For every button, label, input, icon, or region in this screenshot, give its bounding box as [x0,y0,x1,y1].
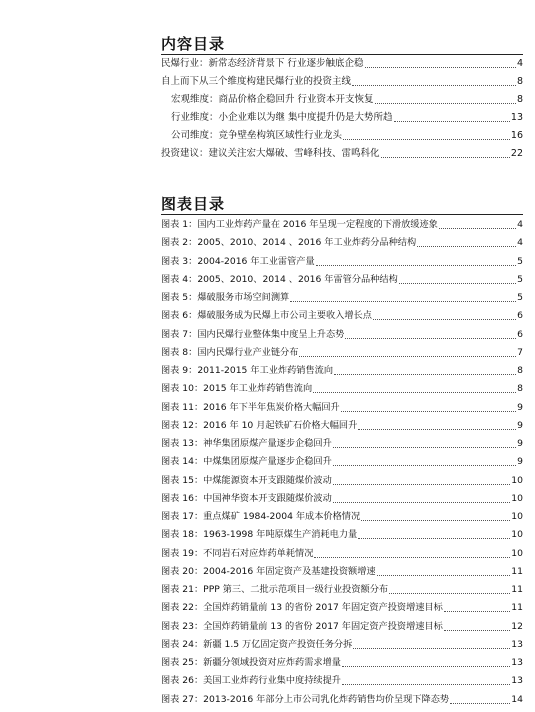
dot-leader [333,465,516,466]
toc-entry[interactable] [171,111,523,125]
dot-leader [313,392,516,393]
figure-entry[interactable] [161,601,523,615]
figure-entry[interactable] [161,474,523,488]
figure-entry-page: 8 [517,383,523,394]
figure-entry-page: 6 [517,329,523,340]
toc-entry-label: 公司维度：竞争壁垒构筑区域性行业龙头 [171,130,343,141]
figure-entry-page: 8 [517,365,523,376]
figure-entry-label: 图表 14：中煤集团原煤产量逐步企稳回升 [161,456,332,467]
figure-entry-label: 图表 1：国内工业炸药产量在 2016 年呈现一定程度的下滑放缓迹象 [161,219,438,230]
figure-entry[interactable] [161,620,523,634]
figure-entry[interactable] [161,693,523,707]
figure-entry-label: 图表 10：2015 年工业炸药销售流向 [161,383,313,394]
figure-entry[interactable] [161,218,523,232]
figure-entry[interactable] [161,547,523,561]
figure-entry-label: 图表 18：1963-1998 年吨原煤生产消耗电力量 [161,529,358,540]
dot-leader [389,593,510,594]
dot-leader [361,520,510,521]
figure-entry-label: 图表 3：2004-2016 年工业雷管产量 [161,256,315,267]
figure-entry[interactable] [161,401,523,415]
dot-leader [450,703,510,704]
dot-leader [444,630,510,631]
figure-entry[interactable] [161,328,523,342]
figure-entry[interactable] [161,382,523,396]
figure-entry-page: 10 [511,548,523,559]
dot-leader [345,338,516,339]
figure-entry-page: 9 [517,402,523,413]
figure-entry-page: 13 [511,657,523,668]
dot-leader [316,265,517,266]
figure-entry-label: 图表 11：2016 年下半年焦炭价格大幅回升 [161,402,340,413]
toc-entry-page: 22 [510,148,523,159]
dot-leader [334,374,516,375]
figure-entry-page: 11 [511,602,523,613]
figure-entry-label: 图表 26：美国工业炸药行业集中度持续提升 [161,675,341,686]
figure-entry[interactable] [161,565,523,579]
figure-entry-label: 图表 20：2004-2016 年固定资产及基建投资额增速 [161,566,376,577]
figure-entry-label: 图表 6：爆破服务成为民爆上市公司主要收入增长点 [161,310,372,321]
figure-entry[interactable] [161,255,523,269]
figure-entry-label: 图表 9：2011-2015 年工业炸药销售流向 [161,365,334,376]
figure-entry-label: 图表 12：2016 年 10 月起铁矿石价格大幅回升 [161,420,358,431]
figure-entry-label: 图表 8：国内民爆行业产业链分布 [161,347,299,358]
figure-entry-page: 5 [517,256,523,267]
figure-entry[interactable] [161,236,523,250]
toc-entry-label: 宏观维度：商品价格企稳回升 行业资本开支恢复 [171,94,374,105]
toc-entry[interactable] [161,57,523,71]
figures-title-rule [161,214,523,215]
toc-entry-page: 8 [516,94,523,105]
dot-leader [290,301,516,302]
figure-entry[interactable] [161,309,523,323]
toc-entry-page: 16 [510,130,523,141]
figure-entry[interactable] [161,674,523,688]
dot-leader [333,484,510,485]
contents-title: 内容目录 [161,35,226,53]
figure-entry-page: 11 [511,566,523,577]
figure-entry[interactable] [161,455,523,469]
figure-entry[interactable] [161,583,523,597]
dot-leader [394,121,510,122]
figure-entry-label: 图表 7：国内民爆行业整体集中度呈上升态势 [161,329,345,340]
figure-entry-label: 图表 25：新疆分领域投资对应炸药需求增量 [161,657,341,668]
dot-leader [381,157,510,158]
toc-entry[interactable] [161,75,523,89]
figure-entry[interactable] [161,364,523,378]
figure-entry-page: 7 [517,347,523,358]
dot-leader [353,648,510,649]
figure-entry-page: 4 [517,237,523,248]
figure-entry[interactable] [161,528,523,542]
dot-leader [342,666,510,667]
toc-entry[interactable] [161,147,523,161]
figure-entry-page: 10 [511,493,523,504]
contents-title-rule [161,54,523,55]
dot-leader [365,67,516,68]
figure-entry-page: 5 [517,292,523,303]
dot-leader [333,502,510,503]
figure-entry-label: 图表 23：全国炸药销量前 13 的省份 2017 年固定资产投资增速目标 [161,621,443,632]
dot-leader [341,411,516,412]
figure-entry-page: 9 [517,438,523,449]
figure-entry[interactable] [161,437,523,451]
figure-entry-page: 4 [517,219,523,230]
figure-entry-page: 13 [511,639,523,650]
figure-entry-page: 10 [511,511,523,522]
figure-entry[interactable] [161,656,523,670]
dot-leader [352,85,516,86]
figure-entry[interactable] [161,291,523,305]
figure-entry-label: 图表 24：新疆 1.5 万亿固定资产投资任务分拆 [161,639,353,650]
toc-entry-page: 13 [510,112,523,123]
figure-entry-label: 图表 16：中国神华资本开支跟随煤价波动 [161,493,332,504]
figure-entry-label: 图表 22：全国炸药销量前 13 的省份 2017 年固定资产投资增速目标 [161,602,443,613]
figure-entry[interactable] [161,273,523,287]
dot-leader [343,139,510,140]
figure-entry-page: 9 [517,456,523,467]
figure-entry-page: 5 [517,274,523,285]
figure-entry-page: 10 [511,529,523,540]
dot-leader [373,319,516,320]
dot-leader [358,538,510,539]
toc-entry-label: 自上而下从三个维度构建民爆行业的投资主线 [161,76,352,87]
toc-entry-page: 8 [516,76,523,87]
dot-leader [358,429,516,430]
figure-entry-label: 图表 13：神华集团原煤产量逐步企稳回升 [161,438,332,449]
figure-entry-page: 9 [517,420,523,431]
figure-entry-page: 14 [511,694,523,705]
toc-entry-label: 投资建议：建议关注宏大爆破、雪峰科技、雷鸣科化 [161,148,380,159]
figure-entry-label: 图表 4：2005、2010、2014 、2016 年雷管分品种结构 [161,274,398,285]
dot-leader [417,246,516,247]
figure-entry-label: 图表 5：爆破服务市场空间测算 [161,292,290,303]
toc-entry-label: 行业维度：小企业难以为继 集中度提升仍是大势所趋 [171,112,393,123]
figures-title: 图表目录 [161,195,226,213]
dot-leader [399,283,516,284]
dot-leader [342,684,510,685]
figure-entry-page: 10 [511,475,523,486]
figure-entry-page: 13 [511,675,523,686]
dot-leader [444,611,510,612]
figure-entry-label: 图表 19：不同岩石对应炸药单耗情况 [161,548,314,559]
dot-leader [333,447,516,448]
figure-entry-page: 6 [517,310,523,321]
toc-entry-label: 民爆行业：新常态经济背景下 行业逐步触底企稳 [161,58,364,69]
dot-leader [299,356,516,357]
figure-entry[interactable] [161,419,523,433]
figure-entry[interactable] [161,638,523,652]
figure-entry[interactable] [161,346,523,360]
figure-entry-page: 12 [511,621,523,632]
figure-entry-page: 11 [511,584,523,595]
figure-entry-label: 图表 17：重点煤矿 1984-2004 年成本价格情况 [161,511,361,522]
dot-leader [377,575,511,576]
figure-entry[interactable] [161,492,523,506]
figure-entry-label: 图表 27：2013-2016 年部分上市公司乳化炸药销售均价呈现下降态势 [161,694,450,705]
figure-entry[interactable] [161,510,523,524]
toc-entry[interactable] [171,129,523,143]
dot-leader [314,557,510,558]
figure-entry-label: 图表 21：PPP 第三、二批示范项目一级行业投资额分布 [161,584,389,595]
figure-entry-label: 图表 2：2005、2010、2014 、2016 年工业炸药分品种结构 [161,237,417,248]
toc-entry-page: 4 [516,58,523,69]
figure-entry-label: 图表 15：中煤能源资本开支跟随煤价波动 [161,475,332,486]
toc-entry[interactable] [171,93,523,107]
dot-leader [439,228,516,229]
dot-leader [375,103,516,104]
